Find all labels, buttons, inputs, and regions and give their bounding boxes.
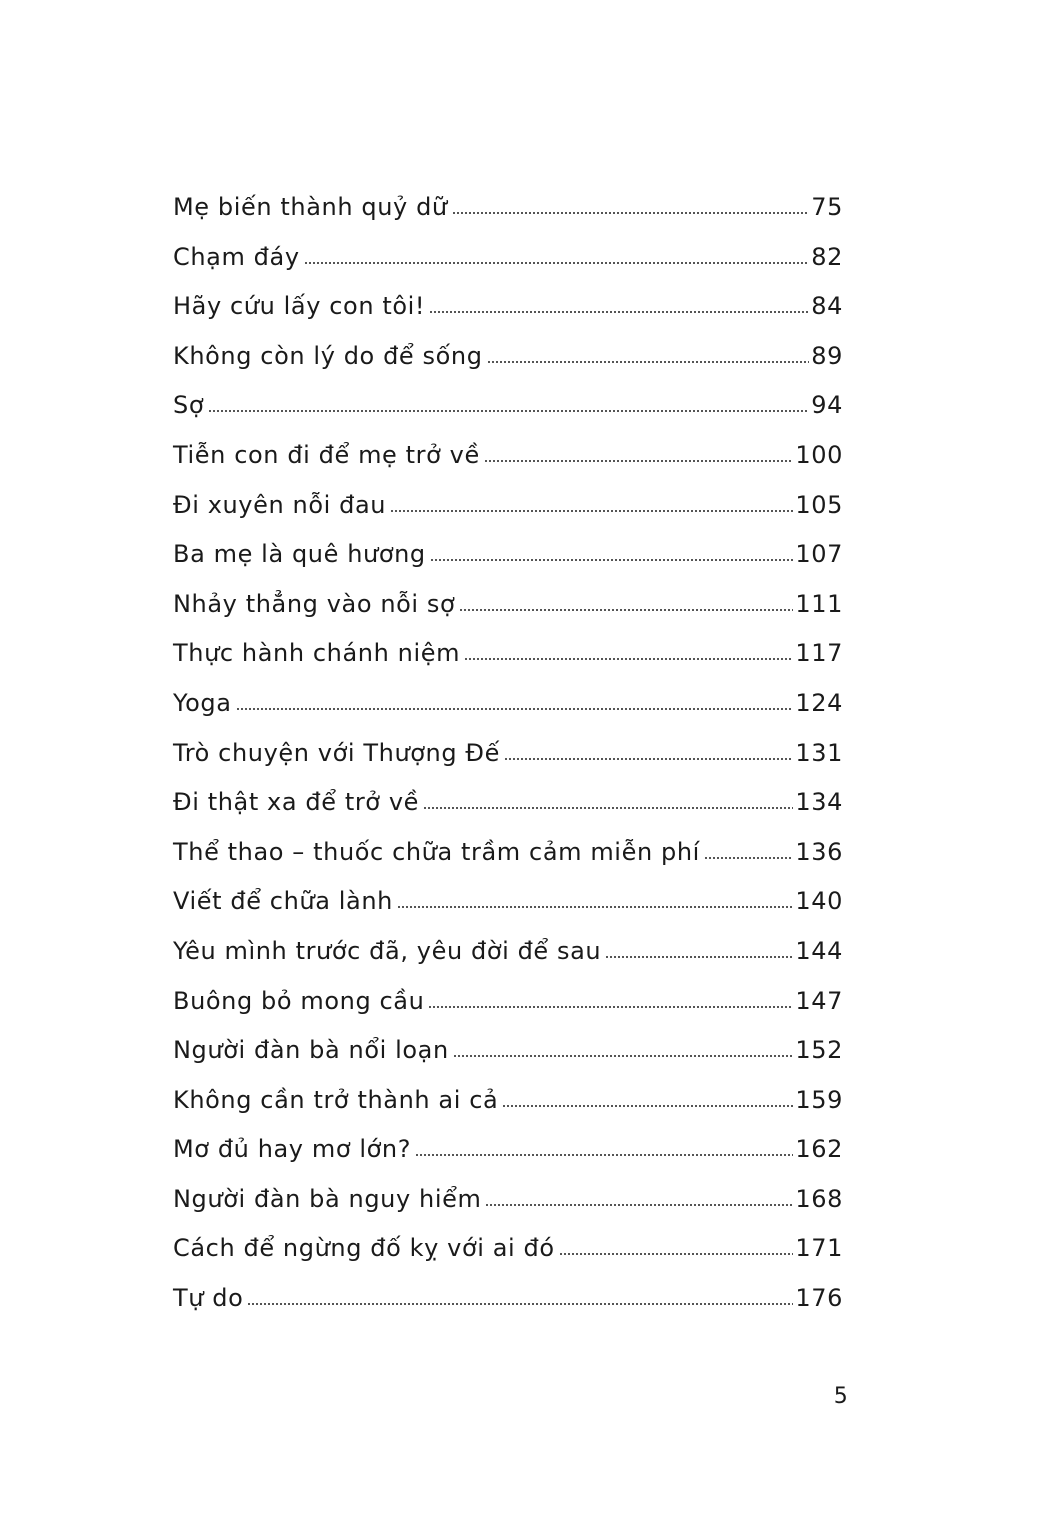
toc-entry-title: Đi xuyên nỗi đau [173,490,387,519]
toc-entry-page: 75 [811,193,843,221]
toc-entry [173,431,843,481]
toc-entry [173,233,843,283]
toc-entry-title: Sợ [173,391,205,420]
toc-entry [173,1076,843,1126]
toc-entry [173,927,843,977]
toc-entry-page: 144 [795,936,843,965]
dot-leader [453,1054,794,1058]
dot-leader [304,261,810,265]
toc-entry-page: 117 [795,639,843,668]
dot-leader [504,757,793,761]
dot-leader [452,211,810,215]
toc-entry [173,481,843,531]
dot-leader [397,905,793,909]
dot-leader [605,955,793,959]
toc-entry-page: 84 [811,292,843,321]
toc-entry-title: Yoga [173,688,232,717]
toc-entry-title: Đi thật xa để trở về [173,788,419,817]
toc-entry [173,977,843,1027]
toc-entry-title: Người đàn bà nổi loạn [173,1036,449,1065]
toc-entry-title: Yêu mình trước đã, yêu đời để sau [173,936,602,965]
dot-leader [428,1005,793,1009]
toc-entry-page: 131 [795,738,843,767]
dot-leader [208,409,809,413]
toc-entry [173,778,843,828]
toc-entry [173,877,843,927]
dot-leader [459,608,793,612]
toc-entry-page: 94 [811,391,843,420]
toc-entry [173,828,843,878]
dot-leader [236,707,794,711]
dot-leader [430,558,794,562]
toc-entry [173,1224,843,1274]
toc-entry-title: Tiễn con đi để mẹ trở về [173,440,480,469]
dot-leader [704,856,793,860]
toc-entry [173,183,843,233]
dot-leader [247,1302,793,1306]
toc-entry-title: Người đàn bà nguy hiểm [173,1184,482,1213]
dot-leader [559,1252,794,1256]
toc-entry-page: 159 [795,1085,843,1114]
toc-entry [173,1026,843,1076]
toc-entry [173,729,843,779]
dot-leader [502,1104,793,1108]
dot-leader [423,806,793,810]
toc-entry-page: 124 [795,688,843,717]
toc-entry-title: Không cần trở thành ai cả [173,1085,499,1114]
toc-entry [173,332,843,382]
toc-entry [173,381,843,431]
toc-entry [173,1175,843,1225]
toc-entry-page: 152 [795,1036,843,1065]
dot-leader [484,459,794,463]
toc-entry [173,629,843,679]
toc-entry [173,580,843,630]
toc-entry-page: 171 [795,1234,843,1263]
toc-entry-page: 107 [795,540,843,569]
toc-entry-page: 136 [795,837,843,866]
toc-entry [173,1274,843,1324]
dot-leader [415,1153,793,1157]
toc-entry-page: 134 [795,788,843,817]
toc-entry-title: Thể thao – thuốc chữa trầm cảm miễn phí [173,837,700,866]
toc-entry-page: 82 [811,242,843,271]
toc-entry-title: Buông bỏ mong cầu [173,986,425,1015]
toc-entry-page: 100 [795,440,843,469]
toc-entry-page: 162 [795,1135,843,1164]
table-of-contents [173,183,843,1324]
toc-entry-page: 111 [795,589,843,618]
dot-leader [464,657,793,661]
toc-entry-title: Viết để chữa lành [173,887,393,916]
toc-entry-page: 105 [795,490,843,519]
toc-entry-title: Nhảy thẳng vào nỗi sợ [173,589,456,618]
toc-entry-title: Ba mẹ là quê hương [173,540,426,569]
toc-entry-title: Tự do [173,1284,244,1313]
toc-entry-title: Thực hành chánh niệm [173,639,461,668]
toc-entry-page: 168 [795,1184,843,1213]
toc-entry-page: 176 [795,1284,843,1313]
toc-entry-title: Mẹ biến thành quỷ dữ [173,193,448,221]
toc-entry [173,1125,843,1175]
toc-entry-title: Cách để ngừng đố kỵ với ai đó [173,1234,555,1263]
toc-entry-page: 140 [795,887,843,916]
toc-entry-title: Mơ đủ hay mơ lớn? [173,1135,412,1164]
toc-entry-title: Hãy cứu lấy con tôi! [173,292,426,321]
toc-entry-title: Chạm đáy [173,242,300,271]
page-number: 5 [833,1384,849,1409]
toc-entry-title: Không còn lý do để sống [173,341,483,370]
toc-entry-title: Trò chuyện với Thượng Đế [173,738,500,767]
dot-leader [487,360,810,364]
toc-entry-page: 147 [795,986,843,1015]
toc-entry [173,679,843,729]
dot-leader [429,310,809,314]
dot-leader [485,1203,793,1207]
dot-leader [390,509,793,513]
toc-entry [173,530,843,580]
toc-entry [173,282,843,332]
toc-entry-page: 89 [811,341,843,370]
